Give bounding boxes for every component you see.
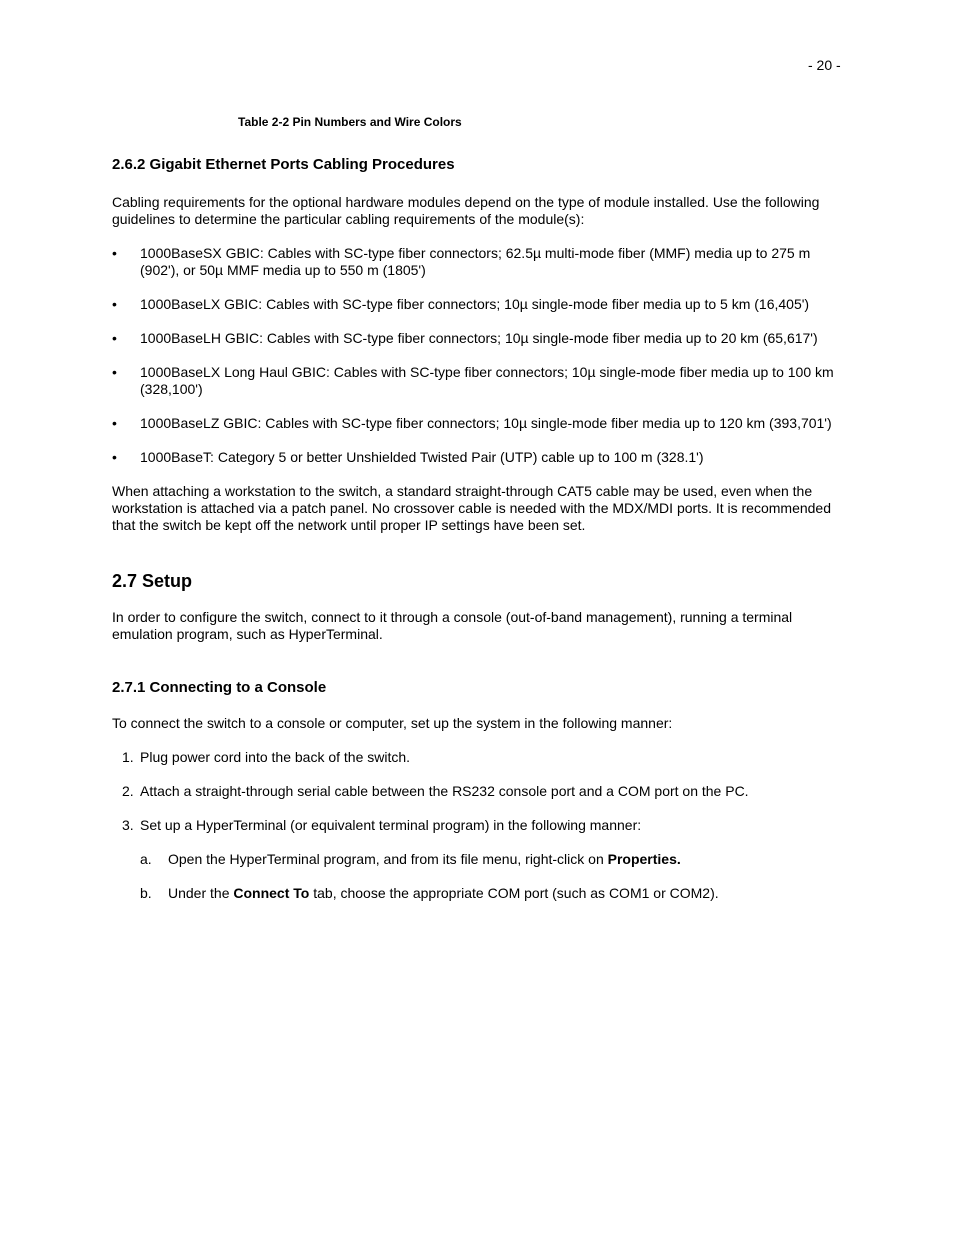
bullet-icon: • <box>112 449 117 465</box>
bullet-icon: • <box>112 364 117 380</box>
list-item-text: 1000BaseLX Long Haul GBIC: Cables with SC-type fiber connectors; 10µ single-mode fiber media up to 100 km (328,100') <box>140 364 834 397</box>
substep-text: tab, choose the appropriate COM port (such as COM1 or COM2). <box>309 885 719 901</box>
substep-letter: a. <box>140 851 152 867</box>
list-item <box>112 245 842 279</box>
document-body <box>112 156 842 919</box>
step-text: Set up a HyperTerminal (or equivalent terminal program) in the following manner: <box>140 817 642 833</box>
section-heading-2-6-2: 2.6.2 Gigabit Ethernet Ports Cabling Procedures <box>112 156 455 173</box>
bullet-icon: • <box>112 415 117 431</box>
list-item-text: 1000BaseLX GBIC: Cables with SC-type fiber connectors; 10µ single-mode fiber media up to 5 km (16,405') <box>140 296 810 312</box>
list-item <box>112 749 842 766</box>
step-text: Attach a straight-through serial cable between the RS232 console port and a COM port on the PC. <box>140 783 749 799</box>
page-number: - 20 - <box>808 57 841 73</box>
table-caption: Table 2-2 Pin Numbers and Wire Colors <box>238 115 462 129</box>
console-intro-paragraph: To connect the switch to a console or computer, set up the system in the following manner: <box>112 715 673 731</box>
list-item-text: 1000BaseT: Category 5 or better Unshielded Twisted Pair (UTP) cable up to 100 m (328.1') <box>140 449 704 465</box>
bullet-icon: • <box>112 330 117 346</box>
setup-intro-paragraph: In order to configure the switch, connect to it through a console (out-of-band management), running a terminal emulation program, such as HyperTerminal. <box>112 609 793 642</box>
bullet-icon: • <box>112 245 117 261</box>
list-item <box>140 851 842 868</box>
list-item <box>112 415 842 432</box>
list-item <box>112 783 842 800</box>
list-item-text: 1000BaseLZ GBIC: Cables with SC-type fiber connectors; 10µ single-mode fiber media up to 120 km (393,701') <box>140 415 832 431</box>
list-item-text: 1000BaseLH GBIC: Cables with SC-type fiber connectors; 10µ single-mode fiber media up to 20 km (65,617') <box>140 330 818 346</box>
substep-bold-term: Properties. <box>607 851 681 867</box>
hyperterminal-substeps-list <box>140 851 842 902</box>
list-item <box>112 817 842 902</box>
step-text: Plug power cord into the back of the switch. <box>140 749 411 765</box>
section-heading-2-7: 2.7 Setup <box>112 571 193 591</box>
cabling-bullet-list <box>112 245 842 466</box>
list-item <box>112 330 842 347</box>
substep-letter: b. <box>140 885 152 901</box>
substep-text: Open the HyperTerminal program, and from its file menu, right-click on <box>168 851 608 867</box>
section-heading-2-7-1: 2.7.1 Connecting to a Console <box>112 679 327 696</box>
step-number: 2. <box>122 783 134 799</box>
list-item <box>112 364 842 398</box>
cabling-closing-paragraph: When attaching a workstation to the switch, a standard straight-through CAT5 cable may be used, even when the workstation is attached via a patch panel. No crossover cable is needed with the MDX/MDI ports. It is recommended that the switch be kept off the network until proper IP settings have been set. <box>112 483 832 533</box>
list-item <box>112 296 842 313</box>
list-item-text: 1000BaseSX GBIC: Cables with SC-type fiber connectors; 62.5µ multi-mode fiber (MMF) media up to 275 m (902'), or 50µ MMF media up to 550 m (1805') <box>140 245 811 278</box>
step-number: 3. <box>122 817 134 833</box>
cabling-intro-paragraph: Cabling requirements for the optional hardware modules depend on the type of module installed. Use the following guidelines to determine the particular cabling requirements of the module(s): <box>112 194 820 227</box>
bullet-icon: • <box>112 296 117 312</box>
substep-bold-term: Connect To <box>233 885 310 901</box>
step-number: 1. <box>122 749 134 765</box>
list-item <box>112 449 842 466</box>
list-item <box>140 885 842 902</box>
console-steps-list <box>112 749 842 902</box>
substep-text: Under the <box>168 885 234 901</box>
